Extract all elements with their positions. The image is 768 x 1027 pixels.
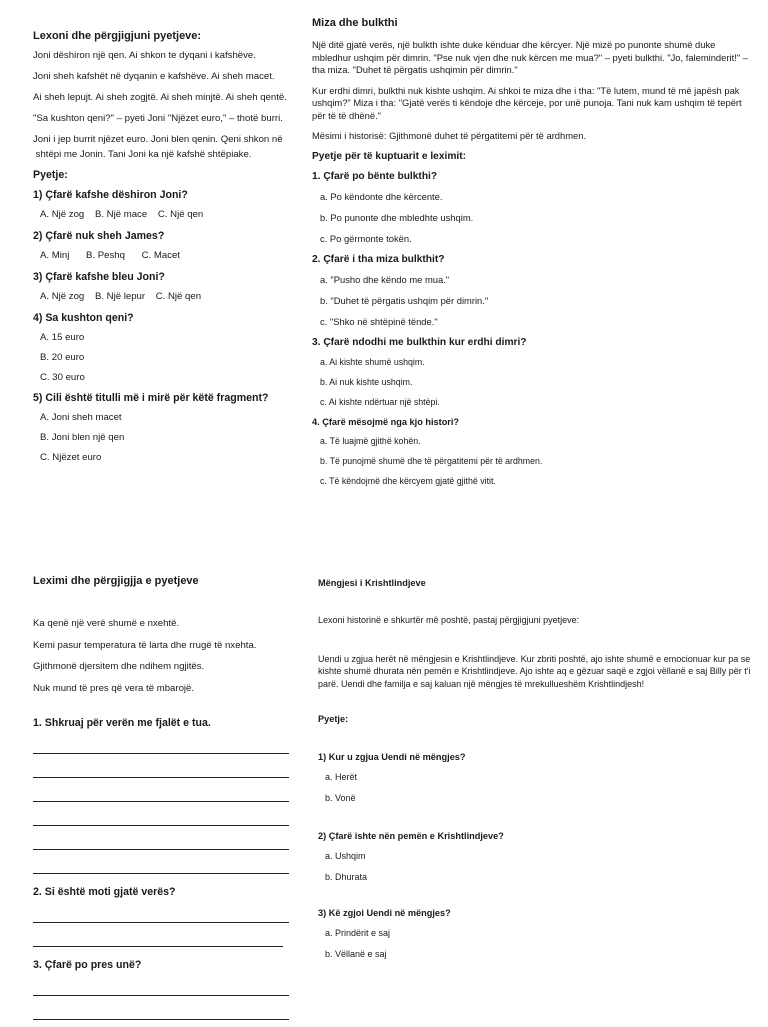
story-line: "Sa kushton qeni?" – pyeti Joni "Njëzet euro," – thotë burri. xyxy=(33,113,283,124)
answer-option[interactable]: a. Prindërit e saj xyxy=(325,928,391,938)
question-text: 1) Çfarë kafshe dëshiron Joni? xyxy=(33,189,188,201)
section-title: Lexoni dhe përgjigjuni pyetjeve: xyxy=(33,30,202,42)
worksheet-krishtlindje xyxy=(318,578,758,970)
instruction-text: Lexoni historinë e shkurtër më poshtë, pastaj përgjigjuni pyetjeve: xyxy=(318,615,580,625)
answer-option[interactable]: b. Ai nuk kishte ushqim. xyxy=(320,376,413,387)
answer-option[interactable]: C. Macet xyxy=(141,250,180,261)
answer-option[interactable]: B. Peshq xyxy=(86,250,125,261)
answer-option[interactable]: a. Ushqim xyxy=(325,851,366,861)
story-paragraph: Uendi u zgjua herët në mëngjesin e Krishtlindjeve. Kur zbriti poshtë, ajo ishte shumë e emocionuar kur pa se kishte shumë dhurata nën pemën e Krishtlindjeve. Ajo ishte aq e gëzuar saqë e zgjoi vëllanë e saj Billy për t'i parë. Uendi dhe familja e saj kaluan një mëngjes të mrekullueshëm Krishtlindjesh! xyxy=(318,653,751,689)
answer-option[interactable]: b. Po punonte dhe mbledhte ushqim. xyxy=(320,211,474,223)
answer-option[interactable]: a. Herët xyxy=(325,772,358,782)
question-text: 4. Çfarë mësojmë nga kjo histori? xyxy=(312,416,460,427)
answer-option[interactable]: b. Vonë xyxy=(325,793,356,803)
answer-option[interactable]: c. "Shko në shtëpinë tënde." xyxy=(320,315,438,327)
answer-option[interactable]: A. Një zog xyxy=(40,291,85,302)
answer-line[interactable] xyxy=(33,930,283,947)
questions-label: Pyetje për të kuptuarit e leximit: xyxy=(312,150,466,162)
story-text xyxy=(33,49,303,161)
answer-line[interactable] xyxy=(33,761,289,778)
answer-line[interactable] xyxy=(33,1003,289,1020)
story-moral: Mësimi i historisë: Gjithmonë duhet të përgatitemi për të ardhmen. xyxy=(312,130,587,141)
answer-option[interactable]: B. Një lepur xyxy=(94,291,146,302)
answer-option[interactable]: c. Ai kishte ndërtuar një shtëpi. xyxy=(320,396,440,407)
answer-option[interactable]: B. Një mace xyxy=(94,209,148,220)
section-title: Leximi dhe përgjigjja e pyetjeve xyxy=(33,575,199,587)
answer-options xyxy=(40,291,303,302)
answer-option[interactable]: B. Joni blen një qen xyxy=(40,432,125,443)
answer-option[interactable]: a. "Pusho dhe këndo me mua." xyxy=(320,273,450,285)
answer-option[interactable]: b. Të punojmë shumë dhe të përgatitemi për të ardhmen. xyxy=(320,455,543,466)
answer-option[interactable]: C. Një qen xyxy=(157,209,204,220)
answer-option[interactable]: A. Minj xyxy=(40,250,70,261)
worksheet-miza-bulkthi xyxy=(312,17,752,496)
answer-option[interactable]: c. Të këndojmë dhe kërcyem gjatë gjithë vitit. xyxy=(320,475,496,486)
answer-line[interactable] xyxy=(33,809,289,826)
answer-options xyxy=(40,209,303,220)
answer-option[interactable]: c. Po gërmonte tokën. xyxy=(320,232,412,244)
question-text: 3. Çfarë ndodhi me bulkthin kur erdhi dimri? xyxy=(312,336,527,348)
question-text: 1. Çfarë po bënte bulkthi? xyxy=(312,170,438,182)
answer-line[interactable] xyxy=(33,906,289,923)
question-text: 3) Çfarë kafshe bleu Joni? xyxy=(33,271,165,283)
answer-option[interactable]: A. 15 euro xyxy=(40,332,85,343)
answer-option[interactable]: B. 20 euro xyxy=(40,352,85,363)
answer-option[interactable]: b. Vëllanë e saj xyxy=(325,949,387,959)
text-line: Gjithmonë djersitem dhe ndihem ngjitës. xyxy=(33,661,205,672)
question-text: 4) Sa kushton qeni? xyxy=(33,312,134,324)
answer-option[interactable]: C. 30 euro xyxy=(40,372,85,383)
story-line: shtëpi me Jonin. Tani Joni ka një kafshë shtëpiake. xyxy=(33,149,252,160)
question-text: 1) Kur u zgjua Uendi në mëngjes? xyxy=(318,752,466,762)
question-text: 2. Si është moti gjatë verës? xyxy=(33,886,176,898)
question-text: 3. Çfarë po pres unë? xyxy=(33,959,142,971)
story-line: Joni sheh kafshët në dyqanin e kafshëve. Ai sheh macet. xyxy=(33,71,275,82)
answer-option[interactable]: C. Njëzet euro xyxy=(40,452,102,463)
question-text: 3) Kë zgjoi Uendi në mëngjes? xyxy=(318,908,451,918)
answer-option[interactable]: a. Ai kishte shumë ushqim. xyxy=(320,356,425,367)
answer-option[interactable]: b. "Duhet të përgatis ushqim për dimrin." xyxy=(320,294,489,306)
answer-line[interactable] xyxy=(33,737,289,754)
text-line: Ka qenë një verë shumë e nxehtë. xyxy=(33,618,180,629)
answer-option[interactable]: a. Po këndonte dhe kërcente. xyxy=(320,190,443,202)
answer-line[interactable] xyxy=(33,979,289,996)
story-line: Joni dëshiron një qen. Ai shkon te dyqani i kafshëve. xyxy=(33,50,256,61)
answer-option[interactable]: C. Një qen xyxy=(155,291,202,302)
worksheet-joni xyxy=(33,30,303,472)
questions-label: Pyetje: xyxy=(318,714,349,724)
answer-options xyxy=(40,250,303,261)
text-line: Kemi pasur temperatura të larta dhe rrugë të nxehta. xyxy=(33,639,257,651)
question-text: 2. Çfarë i tha miza bulkthit? xyxy=(312,253,445,265)
section-title: Mëngjesi i Krishtlindjeve xyxy=(318,578,426,588)
story-paragraph: Kur erdhi dimri, bulkthi nuk kishte ushqim. Ai shkoi te miza dhe i tha: "Të lutem, mund të më japësh pak ushqim?" Miza i tha: "Gjatë verës ti këndoje dhe kërceje, por unë punoja. Tani nuk kam ushqim të tepërt për të të dhënë." xyxy=(312,84,742,121)
question-text: 2) Çfarë ishte nën pemën e Krishtlindjeve? xyxy=(318,831,504,841)
answer-line[interactable] xyxy=(33,857,289,874)
story-line: Ai sheh lepujt. Ai sheh zogjtë. Ai sheh minjtë. Ai sheh qentë. xyxy=(33,92,287,103)
worksheet-vera xyxy=(33,575,295,1027)
answer-line[interactable] xyxy=(33,833,289,850)
question-text: 2) Çfarë nuk sheh James? xyxy=(33,230,165,242)
section-title: Miza dhe bulkthi xyxy=(312,17,398,29)
answer-line[interactable] xyxy=(33,785,289,802)
answer-option[interactable]: A. Një zog xyxy=(40,209,85,220)
text-line: Nuk mund të pres që vera të mbarojë. xyxy=(33,682,195,694)
story-paragraph: Një ditë gjatë verës, një bulkth ishte duke kënduar dhe kërcyer. Një mizë po punonte shumë duke mbledhur ushqim për dimrin. "Pse nuk vjen dhe nuk kërcen me mua?" – pyeti bulkthi. "Jo, faleminderit!" – tha miza. "Duhet të përgatis ushqimin për dimrin." xyxy=(312,39,748,75)
question-text: 1. Shkruaj për verën me fjalët e tua. xyxy=(33,717,211,729)
question-text: 5) Cili është titulli më i mirë për këtë fragment? xyxy=(33,392,269,404)
questions-label: Pyetje: xyxy=(33,169,68,181)
answer-option[interactable]: A. Joni sheh macet xyxy=(40,412,122,423)
answer-option[interactable]: a. Të luajmë gjithë kohën. xyxy=(320,435,421,446)
answer-option[interactable]: b. Dhurata xyxy=(325,872,368,882)
story-line: Joni i jep burrit njëzet euro. Joni blen qenin. Qeni shkon në xyxy=(33,134,283,145)
